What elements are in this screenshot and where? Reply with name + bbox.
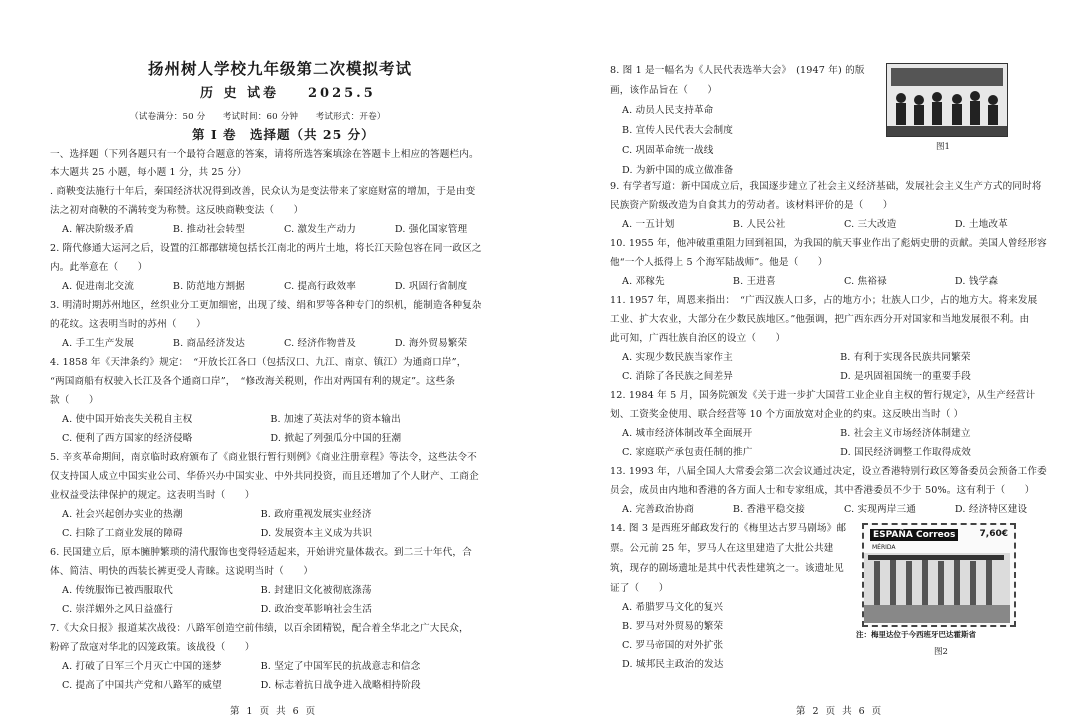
text-line: 11. 1957 年，周恩来指出： “广西汉族人口多，占的地方小；壮族人口少，占的地方大。将来发展 [610, 295, 1038, 306]
text-line: 8. 图 1 是一幅名为《人民代表选举大会》 (1947 年) 的版 [610, 65, 865, 76]
text-line: 4. 1858 年《天津条约》规定： “开放长江各口（包括汉口、九江、南京、镇江）为通商口岸”， [50, 357, 467, 368]
text-line: 内。此举意在（ ） [50, 262, 148, 273]
answer-option: B. 宣传人民代表大会制度 [622, 125, 734, 136]
woodcut-illustration [887, 64, 1007, 136]
text-line: “两国商船有权驶入长江及各个通商口岸”， “修改海关税则，作出对两国有利的规定”。这些条 [50, 376, 456, 387]
answer-option: D. 城邦民主政治的发达 [622, 659, 724, 670]
answer-options: C. 消除了各民族之间差异 D. 是巩固祖国统一的重要手段 [622, 371, 971, 382]
text-line: 13. 1993 年，八届全国人大常委会第二次会议通过决定，设立香港特别行政区筹备委员会预备工作委 [610, 466, 1047, 477]
answer-options: A. 城市经济体制改革全面展开 B. 社会主义市场经济体制建立 [622, 428, 971, 439]
page-2 [540, 0, 1080, 727]
text-line: 款（ ） [50, 395, 99, 406]
answer-options: A. 打破了日军三个月灭亡中国的迷梦 B. 坚定了中国军民的抗战意志和信念 [62, 661, 421, 672]
section-heading: 第 Ⅰ 卷 选择题（共 25 分） [192, 127, 375, 142]
text-line: 工业、扩大农业，大部分在少数民族地区。”他强调，把广西东西分开对国家和当地发展很不利。由 [610, 314, 1030, 325]
text-line: 民族资产阶级改造为自食其力的劳动者。该材料评价的是（ ） [610, 200, 893, 211]
figure-1-woodcut [886, 63, 1008, 137]
answer-options: A. 使中国开始丧失关税自主权 B. 加速了英法对华的资本输出 [62, 414, 401, 425]
text-line: 2. 隋代修通大运河之后，设置的江都郡辖境包括长江南北的两片土地，将长江天险包容在同一政区之 [50, 243, 482, 254]
figure-2-note: 注：梅里达位于今西班牙巴达霍斯省 [856, 630, 976, 639]
text-line: 10. 1955 年，他冲破重重阻力回到祖国，为我国的航天事业作出了彪炳史册的贡献。美国人曾经形容 [610, 238, 1047, 249]
answer-options: C. 提高了中国共产党和八路军的威望 D. 标志着抗日战争进入战略相持阶段 [62, 680, 421, 691]
figure-1-caption: 图1 [936, 142, 950, 152]
exam-title: 扬州树人学校九年级第二次模拟考试 [148, 59, 413, 78]
text-line: 此可知，广西壮族自治区的设立（ ） [610, 333, 786, 344]
text-line: 仅支持国人成立中国实业公司、华侨兴办中国实业、中外共同投资，而且还增加了个人財产、工商企 [50, 471, 479, 482]
answer-option: B. 罗马对外贸易的繁荣 [622, 621, 724, 632]
text-line: 本大题共 25 小题，每小题 1 分，共 25 分） [50, 167, 247, 178]
text-line: 3. 明清时期苏州地区，丝织业分工更加细密，出现了绫、绢和罗等各种专门的织机，能制造各种复杂 [50, 300, 482, 311]
text-line: . 商鞅变法施行十年后，秦国经济状况得到改善，民众认为是变法带来了家庭财富的增加，于是由变 [50, 186, 476, 197]
answer-options: C. 扫除了工商业发展的障碍 D. 发展资本主义成为共识 [62, 528, 373, 539]
page-footer: 第 2 页 共 6 页 [796, 706, 884, 717]
answer-options: A. 实现少数民族当家作主 B. 有利于实现各民族共同繁荣 [622, 352, 971, 363]
subject-title: 历 史 试卷 [200, 86, 280, 101]
text-line: 一、选择题（下列各题只有一个最符合题意的答案，请将所选答案填涂在答题卡上相应的答题栏内。 [50, 149, 479, 160]
answer-options: A. 促进南北交流 B. 防范地方割据 C. 提高行政效率 D. 巩固行省制度 [62, 281, 468, 292]
exam-year: 2025.5 [308, 86, 376, 101]
exam-info: （试卷满分：50 分 考试时间：60 分钟 考试形式：开卷） [130, 112, 386, 122]
answer-options: A. 社会兴起创办实业的热潮 B. 政府重视发展实业经济 [62, 509, 372, 520]
stamp-city: MÉRIDA [872, 544, 896, 551]
page-footer: 第 1 页 共 6 页 [230, 706, 318, 717]
stamp-price: 7,60€ [979, 529, 1008, 539]
text-line: 员会，成员由内地和香港的各方面人士和专家组成，其中香港委员不少于 50%。这有利于（ ） [610, 485, 1035, 496]
answer-option: D. 为新中国的成立做准备 [622, 165, 734, 176]
answer-option: C. 巩固革命统一战线 [622, 145, 714, 156]
text-line: 法之初对商鞅的不满转变为称赞。这反映商鞅变法（ ） [50, 205, 304, 216]
text-line: 证了（ ） [610, 583, 669, 594]
text-line: 筑，现存的剧场遗址是其中代表性建筑之一。该遗址见 [610, 563, 844, 574]
stamp-brand: ESPAÑA Correos [870, 529, 958, 541]
text-line: 14. 图 3 是西班牙邮政发行的《梅里达古罗马剧场》邮 [610, 523, 847, 534]
answer-options: A. 手工生产发展 B. 商品经济发达 C. 经济作物普及 D. 海外贸易繁荣 [62, 338, 468, 349]
answer-options: C. 崇洋媚外之风日益盛行 D. 政治变革影响社会生活 [62, 604, 373, 615]
text-line: 划、工资奖金使用、联合经营等 10 个方面放宽对企业的约束。这反映出当时（ ） [610, 409, 964, 420]
text-line: 业权益受法律保护的规定。这表明当时（ ） [50, 490, 255, 501]
text-line: 7.《大众日报》报道某次战役：八路军创造空前伟绩，以百余团精锐，配合着全华北之广大民众， [50, 623, 469, 634]
text-line: 12. 1984 年 5 月，国务院颁发《关于进一步扩大国营工业企业自主权的暂行规定》，从生产经营计 [610, 390, 1036, 401]
answer-option: A. 动员人民支持革命 [622, 105, 714, 116]
answer-options: A. 传统服饰已被西服取代 B. 封建旧文化被彻底涤荡 [62, 585, 372, 596]
text-line: 票。公元前 25 年，罗马人在这里建造了大批公共建 [610, 543, 834, 554]
text-line: 9. 有学者写道：新中国成立后，我国逐步建立了社会主义经济基础，发展社会主义生产方式的同时将 [610, 181, 1042, 192]
text-line: 的花纹。这表明当时的苏州（ ） [50, 319, 206, 330]
answer-option: A. 希腊罗马文化的复兴 [622, 602, 724, 613]
text-line: 画，该作品旨在（ ） [610, 85, 718, 96]
answer-options: C. 家庭联产承包责任制的推广 D. 国民经济调整工作取得成效 [622, 447, 971, 458]
text-line: 6. 民国建立后，原本臃肿繁琐的清代服饰也变得轻适起来，开始讲究量体裁衣。到二三十年代，合 [50, 547, 472, 558]
theatre-illustration [864, 553, 1010, 623]
text-line: 粉碎了敌寇对华北的囚笼政策。该战役（ ） [50, 642, 255, 653]
text-line: 体、简洁、明快的西装长裤更受人青睐。这说明当时（ ） [50, 566, 314, 577]
text-line: 他“一个人抵得上 5 个海军陆战师”。他是（ ） [610, 257, 828, 268]
answer-options: A. 解决阶级矛盾 B. 推动社会转型 C. 激发生产动力 D. 强化国家管理 [62, 224, 468, 235]
answer-option: C. 罗马帝国的对外扩张 [622, 640, 724, 651]
text-line: 5. 辛亥革命期间，南京临时政府颁布了《商业银行暂行则例》《商业注册章程》等法令，这些法令不 [50, 452, 477, 463]
figure-2-caption: 图2 [934, 647, 948, 657]
figure-2-stamp [862, 523, 1016, 627]
answer-options: A. 一五计划 B. 人民公社 C. 三大改造 D. 土地改革 [622, 219, 1008, 230]
answer-options: A. 邓稼先 B. 王进喜 C. 焦裕禄 D. 钱学森 [622, 276, 999, 287]
answer-options: A. 完善政治协商 B. 香港平稳交接 C. 实现两岸三通 D. 经济特区建设 [622, 504, 1028, 515]
answer-options: C. 便利了西方国家的经济侵略 D. 掀起了列强瓜分中国的狂潮 [62, 433, 402, 444]
